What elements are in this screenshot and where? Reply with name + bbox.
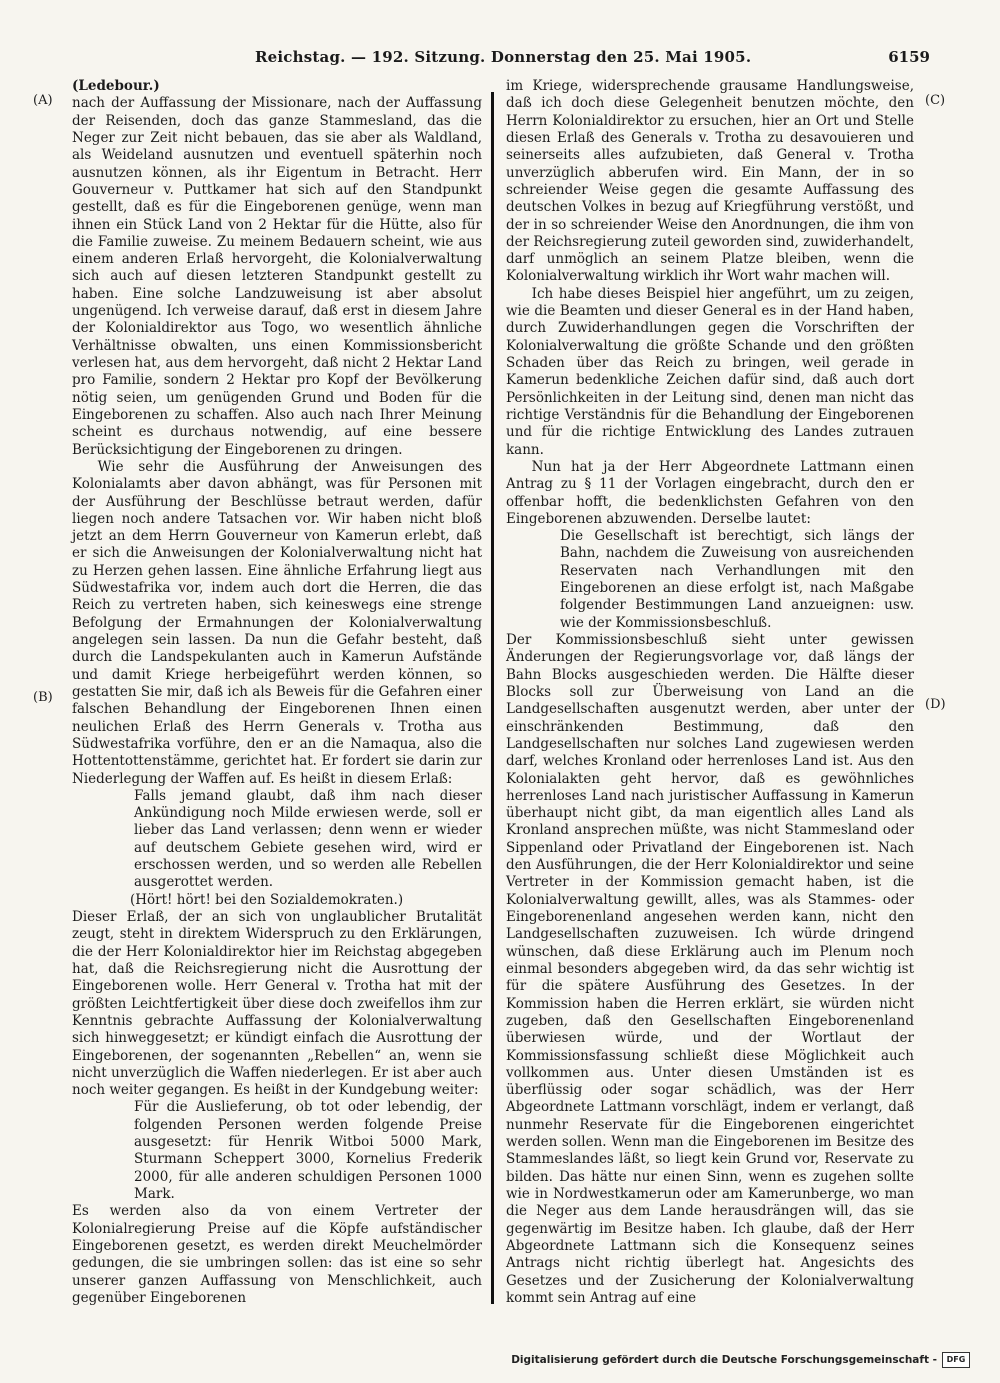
running-title: Reichstag. — 192. Sitzung. Donnerstag den 25. Mai 1905.: [255, 48, 752, 66]
margin-label-b: (B): [33, 690, 53, 705]
paragraph: Der Kommissionsbeschluß sieht unter gewissen Änderungen der Regierungsvorlage vor, daß längs der Bahn Blocks ausgeschieden werden. Die Hälfte dieser Blocks soll zur Überweisung von Land an die Landgesellschaften ausgenutzt werden, aber unter der einschränkenden Bestimmung, daß den Landgesellschaften nur solches Land zugewiesen werden darf, welches Kronland oder herrenloses Land ist. Aus den Kolonialakten geht hervor, daß es gewöhnliches herrenloses Land nach juristischer Auffassung in Kamerun überhaupt nicht gibt, da man eigentlich alles Land als Kronland ansprechen müßte, was nicht Stammesland oder Sippenland oder Privatland der Eingeborenen ist. Nach den Ausführungen, die der Herr Kolonialdirektor und seine Vertreter in der Kommission gemacht haben, ist die Kolonialverwaltung gewillt, alles, was als Stammes- oder Eingeborenenland angesehen werden kann, nicht den Landgesellschaften zuzuweisen. Ich würde dringend wünschen, daß diese Erklärung auch im Plenum noch einmal besonders abgegeben wird, da das sehr wichtig ist für die spätere Ausführung des Gesetzes. In der Kommission haben die Herren erklärt, sie würden nicht zugeben, daß den Gesellschaften Eingeborenenland überwiesen würde, und der Wortlaut der Kommissionsfassung schließt diese Möglichkeit auch vollkommen aus. Unter diesen Umständen ist es überflüssig oder sogar schädlich, was der Herr Abgeordnete Lattmann vorschlägt, indem er verlangt, daß nunmehr Reservate für die Eingeborenen eingerichtet werden sollen. Wenn man die Eingeborenen im Besitze des Stammeslandes läßt, so liegt kein Grund vor, Reservate zu bilden. Das hätte nur einen Sinn, wenn es zugehen sollte wie in Nordwestkamerun oder am Kamerunberge, wo man die Neger aus dem Lande herausdrängen will, das sie gegenwärtig im Besitze haben. Ich glaube, daß der Herr Abgeordnete Lattmann sich die Konsequenz seines Antrags nicht richtig überlegt hat. Angesichts des Gesetzes und der Zusicherung der Kolonialverwaltung kommt sein Antrag auf eine: [506, 632, 914, 1306]
left-column: [72, 78, 482, 1307]
margin-label-a: (A): [33, 93, 53, 108]
margin-label-c: (C): [925, 93, 946, 108]
paragraph: Wie sehr die Ausführung der Anweisungen des Kolonialamts aber davon abhängt, was für Personen mit der Ausführung der Beschlüsse betraut werden, dafür liegen noch andere Tatsachen vor. Wir haben nicht bloß jetzt an dem Herrn Gouverneur von Kamerun erlebt, daß er sich die Anweisungen der Kolonialverwaltung nicht hat zu Herzen gehen lassen. Eine ähnliche Erfahrung liegt aus Südwestafrika vor, indem auch dort die Herren, die das Reich zu vertreten haben, sich keineswegs eine strenge Befolgung der Ermahnungen der Kolonialverwaltung angelegen sein lassen. Da nun die Gefahr besteht, daß durch die Landspekulanten auch in Kamerun Aufstände und damit Kriege herbeigeführt werden können, so gestatten Sie mir, daß ich als Beweis für die Gefahren einer falschen Behandlung der Eingeborenen Ihnen einen neulichen Erlaß des Herrn Generals v. Trotha aus Südwestafrika vorführe, den er an die Namaqua, also die Hottentottenstämme, gerichtet hat. Er fordert sie darin zur Niederlegung der Waffen auf. Es heißt in diesem Erlaß:: [72, 458, 482, 787]
right-column: [506, 78, 914, 1307]
quotation: Für die Auslieferung, ob tot oder lebendig, der folgenden Personen werden folgende Preise ausgesetzt: für Henrik Witboi 5000 Mark, Sturmann Scheppert 3000, Kornelius Frederik 2000, für alle anderen schuldigen Personen 1000 Mark.: [134, 1099, 482, 1202]
dfg-logo: DFG: [942, 1352, 970, 1368]
credit-text: Digitalisierung gefördert durch die Deutsche Forschungsgemeinschaft -: [511, 1354, 937, 1366]
speaker-name: (Ledebour.): [72, 78, 160, 94]
margin-label-d: (D): [925, 697, 946, 712]
quotation: Falls jemand glaubt, daß ihm nach dieser Ankündigung noch Milde erwiesen werde, soll er lieber das Land verlassen; denn wenn er wieder auf deutschem Gebiete gesehen wird, wird er erschossen werden, und so werden alle Rebellen ausgerottet werden.: [134, 787, 482, 891]
quotation: Die Gesellschaft ist berechtigt, sich längs der Bahn, nachdem die Zuweisung von ausreichenden Reservaten nach Verhandlungen mit den Eingeborenen an diese erfolgt ist, nach Maßgabe folgender Bestimmungen Land anzueignen: usw. wie der Kommissionsbeschluß.: [560, 528, 914, 631]
digitization-credit: [511, 1352, 970, 1368]
paragraph: im Kriege, widersprechende grausame Handlungsweise, daß ich doch diese Gelegenheit benutzen möchte, den Herrn Kolonialdirektor zu ersuchen, hier an Ort und Stelle diesen Erlaß des Generals v. Trotha zu desavouieren und seinerseits alles aufzubieten, daß General v. Trotha unverzüglich abberufen wird. Ein Mann, der in so schreiender Weise gegen die gesamte Auffassung des deutschen Volkes in bezug auf Kriegführung verstößt, und der in so schreiender Weise den Anordnungen, die ihm von der Reichsregierung zuteil geworden sind, zuwiderhandelt, darf unmöglich an seinem Platze bleiben, wenn die Kolonialverwaltung wirklich ihr Wort wahr machen will.: [506, 78, 914, 285]
paragraph: Nun hat ja der Herr Abgeordnete Lattmann einen Antrag zu § 11 der Vorlagen eingebracht, durch den er offenbar hofft, die bedenklichsten Gefahren von den Eingeborenen abzuwenden. Derselbe lautet:: [506, 458, 914, 527]
paragraph: nach der Auffassung der Missionare, nach der Auffassung der Reisenden, doch das ganze Stammesland, das die Neger zur Zeit nicht bebauen, das sie aber als Waldland, als Weideland ausnutzen und eventuell späterhin noch ausnutzen können, als ihr Eigentum in Betracht. Herr Gouverneur v. Puttkamer hat sich auf den Standpunkt gestellt, daß es für die Eingeborenen genüge, wenn man ihnen ein Stück Land von 2 Hektar für die Hütte, also für die Familie zuweise. Zu meinem Bedauern scheint, wie aus einem anderen Erlaß hervorgeht, die Kolonialverwaltung sich auch auf diesen letzteren Standpunkt gestellt zu haben. Eine solche Landzuweisung ist aber absolut ungenügend. Ich verweise darauf, daß erst in diesem Jahre der Kolonialdirektor aus Togo, wo wesentlich ähnliche Verhältnisse obwalten, uns einen Kommissionsbericht verlesen hat, aus dem hervorgeht, daß nicht 2 Hektar Land pro Familie, sondern 2 Hektar pro Kopf der Bevölkerung nötig seien, um genügenden Grund und Boden für die Eingeborenen zu schaffen. Also auch nach Ihrer Meinung scheint es durchaus notwendig, auf eine bessere Berücksichtigung der Eingeborenen zu dringen.: [72, 95, 482, 458]
column-divider: [491, 92, 494, 1304]
page-number: 6159: [888, 48, 930, 66]
paragraph: Ich habe dieses Beispiel hier angeführt, um zu zeigen, wie die Beamten und dieser General es in der Hand haben, durch Zuwiderhandlungen gegen die Vorschriften der Kolonialverwaltung die größte Schande und den größten Schaden über das Reich zu bringen, weil gerade in Kamerun bedenkliche Zeichen dafür sind, daß auch dort Persönlichkeiten in der Leitung sind, denen man nicht das richtige Verständnis für die Behandlung der Eingeborenen und für die richtige Entwicklung des Landes zutrauen kann.: [506, 285, 914, 458]
paragraph: Dieser Erlaß, der an sich von unglaublicher Brutalität zeugt, steht in direktem Widerspruch zu den Erklärungen, die der Herr Kolonialdirektor hier im Reichstag abgegeben hat, daß die Reichsregierung nicht die Ausrottung der Eingeborenen wolle. Herr General v. Trotha hat mit der größten Leichtfertigkeit über diese doch zweifellos ihm zur Kenntnis gebrachte Auffassung der Kolonialverwaltung sich hinweggesetzt; er kündigt einfach die Ausrottung der Eingeborenen, der sogenannten „Rebellen“ an, wenn sie nicht unverzüglich die Waffen niederlegen. Er ist aber auch noch weiter gegangen. Es heißt in der Kundgebung weiter:: [72, 909, 482, 1099]
interjection: (Hört! hört! bei den Sozialdemokraten.): [130, 891, 404, 908]
paragraph: Es werden also da von einem Vertreter der Kolonialregierung Preise auf die Köpfe aufständischer Eingeborenen gesetzt, es werden direkt Meuchelmörder gedungen, die sie umbringen sollen: das ist eine so sehr unserer ganzen Auffassung von Menschlichkeit, auch gegenüber Eingeborenen: [72, 1203, 482, 1306]
page-header: [60, 48, 930, 72]
